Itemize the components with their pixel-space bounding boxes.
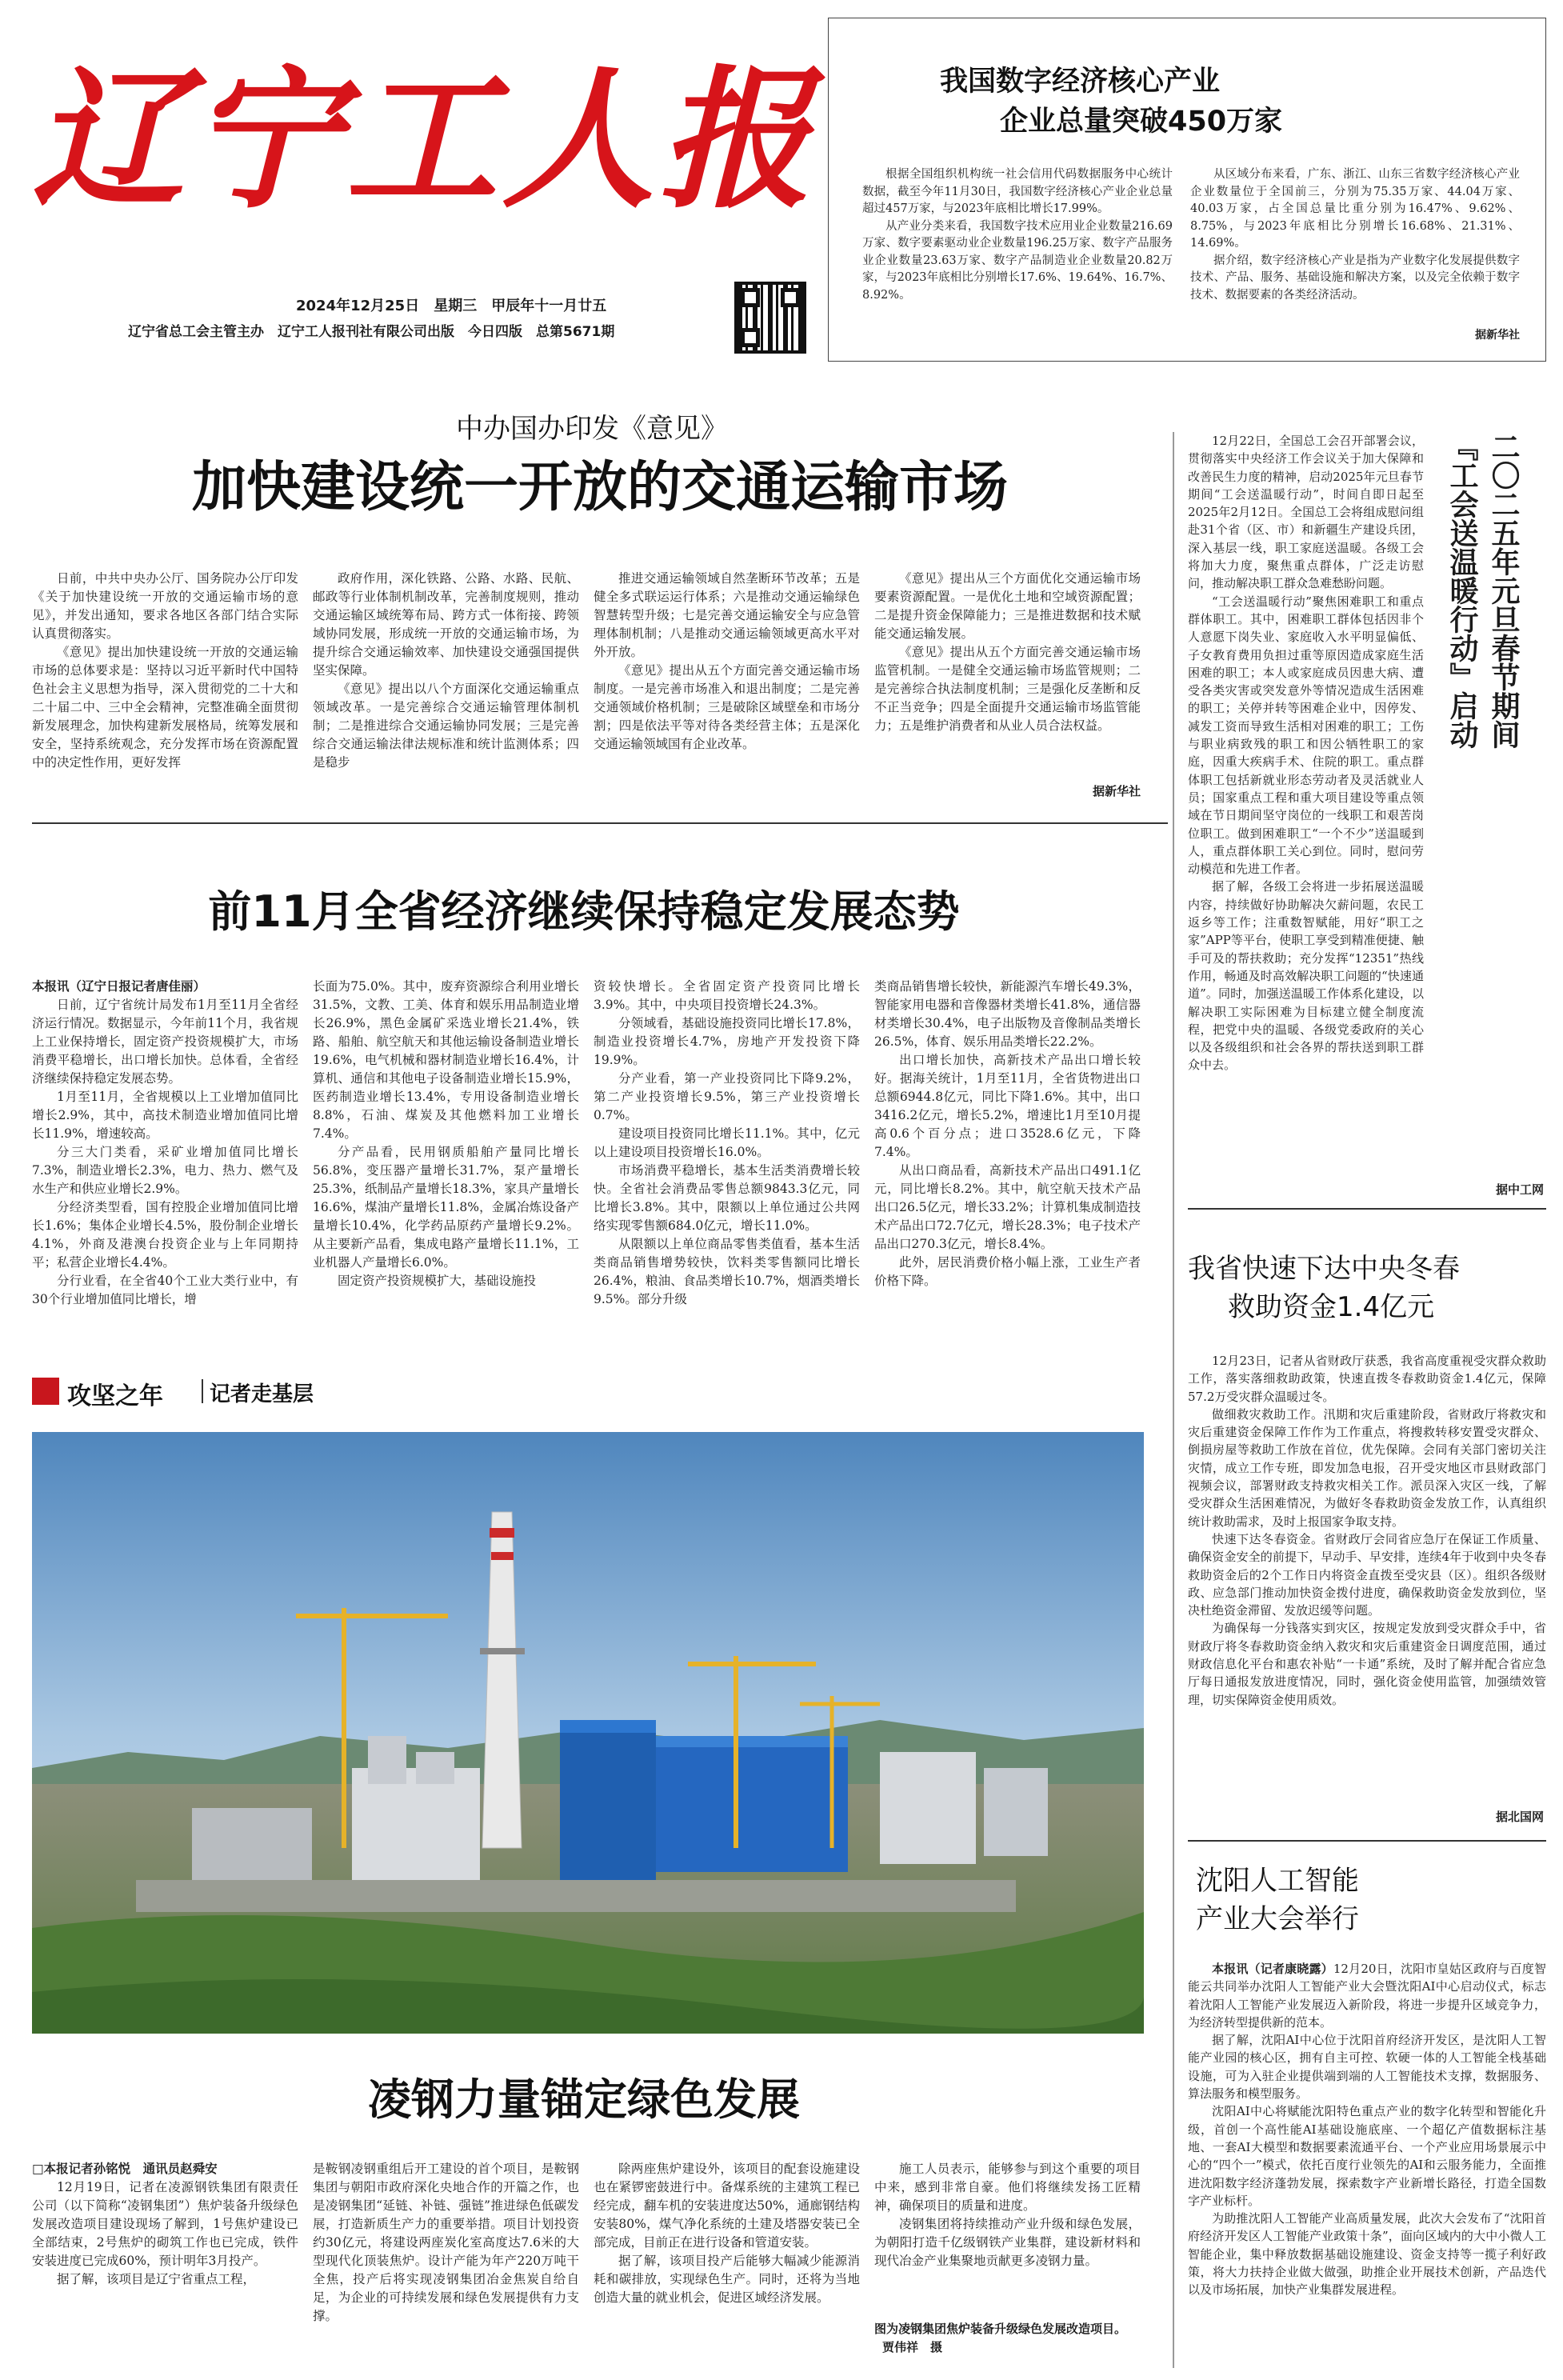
photo-caption: 图为凌钢集团焦炉装备升级绿色发展改造项目。贾伟祥 摄 bbox=[874, 2322, 1127, 2354]
column-divider bbox=[1173, 432, 1174, 2368]
relief-title-2: 救助资金1.4亿元 bbox=[1228, 1291, 1435, 1323]
economy-col-3: 资较快增长。全省固定资产投资同比增长3.9%。其中，中央项目投资增长24.3%。 分领域看，基础设施投资同比增长17.8%，制造业投资增长4.7%，房地产开发投资下降19.9%。 分产业看，第一产业投资同比下降9.2%，第二产业投资增长9.5%，第三产业投资增长0.7%。 建设项目投资同比增长11.1%。其中，亿元以上建设项目投资增长16.0%。 市场消费平稳增长，基本生活类消费增长较快。全省社会消费品零售总额9843.3亿元，同比增长3.8%。其中，限额以上单位通过公共网络实现零售额684.0亿元，增长11.0%。 从限额以上单位商品零售类值看，基本生活类商品销售增势较快，饮料类零售额同比增长26.4%，粮油、食品类增长10.7%，烟酒类增长9.5%。部分升级 bbox=[594, 979, 860, 1306]
top-news-col-2: 从区域分布来看，广东、浙江、山东三省数字经济核心产业企业数量位于全国前三，分别为75.35万家、44.04万家、40.03万家，占全国总量比重分别为16.47%、9.62%、8.75%，与2023年底相比分别增长16.68%、21.31%、14.69%。 据介绍，数字经济核心产业是指为产业数字化发展提供数字技术、产品、服务、基础设施和解决方案，以及完全依赖于数字技术、数据要素的各类经济活动。 bbox=[1190, 168, 1520, 302]
relief-source: 据北国网 bbox=[1495, 1810, 1544, 1824]
divider bbox=[32, 822, 1168, 824]
top-news-col-1: 根据全国组织机构统一社会信用代码数据服务中心统计数据，截至今年11月30日，我国数字经济核心产业企业总量超过457万家，与2023年底相比增长17.99%。 从产业分类来看，我国数字技术应用业企业数量216.69万家、数字要素驱动业企业数量196.25万家、数字产品服务业企业数量23.63万家、数字产品制造业企业数量20.82万家，与2023年底相比分别增长17.6%、19.64%、16.7%、8.92%。 bbox=[862, 168, 1173, 302]
transport-col-2: 政府作用，深化铁路、公路、水路、民航、邮政等行业体制机制改革，完善制度规则，推动交通运输区域统筹布局、跨方式一体衔接、跨领域协同发展，形成统一开放的交通运输市场，为提升综合交通运输效率、加快建设交通强国提供坚实保障。 《意见》提出以八个方面深化交通运输重点领域改革。一是完善综合交通运输管理体制机制；二是推进综合交通运输协同发展；三是完善综合交通运输法律法规标准和统计监测体系；四是稳步 bbox=[313, 571, 579, 770]
transport-kicker: 中办国办印发《意见》 bbox=[456, 413, 728, 445]
relief-title-1: 我省快速下达中央冬春 bbox=[1188, 1253, 1460, 1285]
lingang-photo bbox=[32, 1432, 1144, 2034]
relief-body: 12月23日，记者从省财政厅获悉，我省高度重视受灾群众救助工作，落实落细救助政策，快速直拨冬春救助资金1.4亿元，保障57.2万受灾群众温暖过冬。 做细救灾救助工作。汛期和灾后重建阶段，省财政厅将救灾和灾后重建资金保障工作作为工作重点，将搜救转移安置受灾群众、倒损房屋等救助工作放在首位，优先保障。会同有关部门密切关注灾情，成立工作专班，即发加急电报，召开受灾地区市县财政部门视频会议，部署财政支持救灾相关工作。派员深入灾区一线，了解受灾群众生活困难情况，为做好冬春救助资金发放工作，认真组织统计救助需求，及时上报国家争取支持。 快速下达冬春资金。省财政厅会同省应急厅在保证工作质量、确保资金安全的前提下，早动手、早安排，连续4年于收到中央冬春救助资金后的2个工作日内将资金直拨至受灾县（区）。组织各级财政、应急部门推动加快资金拨付进度，确保救助资金发放到位，坚决杜绝资金滞留、发放迟缓等问题。 为确保每一分钱落实到灾区，按规定发放到受灾群众手中，省财政厅将冬春救助资金纳入救灾和灾后重建资金日调度范围，通过财政信息化平台和惠农补贴“一卡通”系统，及时了解并配合省应急厅每日通报发放进度情况，同时，强化资金使用监管，加强绩效管理，切实保障资金使用质效。 bbox=[1188, 1354, 1546, 1707]
date-line: 2024年12月25日 星期三 甲辰年十一月廿五 bbox=[296, 298, 607, 314]
economy-col-2: 长面为75.0%。其中，废弃资源综合利用业增长31.5%，文教、工美、体育和娱乐用品制造业增长26.9%，黑色金属矿采选业增长21.4%，铁路、船舶、航空航天和其他运输设备制造业增长19.6%，电气机械和器材制造业增长16.4%，计算机、通信和其他电子设备制造业增长15.9%，医药制造业增长13.4%，专用设备制造业增长8.8%，石油、煤炭及其他燃料加工业增长7.4%。 分产品看，民用钢质船舶产量同比增长56.8%，变压器产量增长31.7%，泵产量增长25.3%，纸制品产量增长18.3%，家具产量增长16.6%，煤油产量增长11.8%，金属冶炼设备产量增长10.4%，化学药品原药产量增长9.2%。从主要新产品看，集成电路产量增长11.1%，工业机器人产量增长6.0%。 固定资产投资规模扩大，基础设施投 bbox=[313, 979, 579, 1288]
ai-title-1: 沈阳人工智能 bbox=[1196, 1865, 1359, 1897]
transport-source: 据新华社 bbox=[1092, 784, 1141, 798]
transport-title: 加快建设统一开放的交通运输市场 bbox=[191, 456, 1008, 519]
economy-col-1: 本报讯（辽宁日报记者唐佳丽） 日前，辽宁省统计局发布1月至11月全省经济运行情况。数据显示，今年前11个月，我省规上工业保持增长，固定资产投资规模扩大，市场消费平稳增长，出口增长加快。总体看，全省经济继续保持稳定发展态势。 1月至11月，全省规模以上工业增加值同比增长2.9%，其中，高技术制造业增加值同比增长11.9%，增速较高。 分三大门类看，采矿业增加值同比增长7.3%，制造业增长2.3%，电力、热力、燃气及水生产和供应业增长2.9%。 分经济类型看，国有控股企业增加值同比增长1.6%；集体企业增长4.5%，股份制企业增长4.1%，外商及港澳台投资企业与上年同期持平；私营企业增长4.4%。 分行业看，在全省40个工业大类行业中，有30个行业增加值同比增长，增 bbox=[32, 979, 298, 1306]
publisher-line: 辽宁省总工会主管主办 辽宁工人报刊社有限公司出版 今日四版 总第5671期 bbox=[128, 324, 615, 340]
section-label-2: 记者走基层 bbox=[210, 1382, 314, 1406]
ai-title-2: 产业大会举行 bbox=[1196, 1903, 1359, 1935]
transport-col-4: 《意见》提出从三个方面优化交通运输市场要素资源配置。一是优化土地和空域资源配置；二是提升资金保障能力；三是推进数据和技术赋能交通运输发展。 《意见》提出从五个方面完善交通运输市场监管机制。一是健全交通运输市场监管规则；二是完善综合执法制度机制；三是强化反垄断和反不正当竞争；四是全面提升交通运输市场监管能力；五是维护消费者和从业人员合法权益。 bbox=[874, 571, 1141, 733]
economy-col-4: 类商品销售增长较快，新能源汽车增长49.3%，智能家用电器和音像器材类增长41.8%，通信器材类增长30.4%，电子出版物及音像制品类增长26.5%，体育、娱乐用品类增长22.2%。 出口增长加快，高新技术产品出口增长较好。据海关统计，1月至11月，全省货物进出口总额6944.8亿元，同比下降1.6%。其中，出口3416.2亿元，增长5.2%，增速比1月至10月提高0.6个百分点；进口3528.6亿元，下降7.4%。 从出口商品看，高新技术产品出口491.1亿元，同比增长8.2%。其中，航空航天技术产品出口26.5亿元，增长33.2%；计算机集成制造技术产品出口72.7亿元，增长28.3%；电子技术产品出口270.3亿元，增长8.4%。 此外，居民消费价格小幅上涨，工业生产者价格下降。 bbox=[874, 979, 1141, 1288]
warmth-title: 二〇二五年元旦春节期间 『工会送温暖行动』启动 bbox=[1445, 432, 1520, 749]
transport-col-3: 推进交通运输领域自然垄断环节改革；五是健全多式联运运行体系；六是推动交通运输绿色智慧转型升级；七是完善交通运输安全与应急管理体制机制；八是推动交通运输领域更高水平对外开放。 《意见》提出从五个方面完善交通运输市场制度。一是完善市场准入和退出制度；二是完善交通领域价格机制；三是破除区域壁垒和市场分割；四是依法平等对待各类经营主体；五是深化交通运输领域国有企业改革。 bbox=[594, 571, 860, 751]
divider-right-2 bbox=[1188, 1840, 1546, 1842]
qr-code bbox=[734, 282, 806, 354]
masthead-title: 辽宁工人报 bbox=[32, 50, 817, 229]
masthead bbox=[32, 48, 824, 360]
warmth-source: 据中工网 bbox=[1495, 1182, 1544, 1197]
transport-col-1: 日前，中共中央办公厅、国务院办公厅印发《关于加快建设统一开放的交通运输市场的意见》，并发出通知，要求各地区各部门结合实际认真贯彻落实。 《意见》提出加快建设统一开放的交通运输市场的总体要求是：坚持以习近平新时代中国特色社会主义思想为指导，深入贯彻党的二十大和二十届二中、三中全会精神，完整准确全面贯彻新发展理念，加快构建新发展格局，统筹发展和安全，坚持系统观念，充分发挥市场在资源配置中的决定性作用，更好发挥 bbox=[32, 571, 298, 770]
lingang-col-3: 除两座焦炉建设外，该项目的配套设施建设也在紧锣密鼓进行中。备煤系统的主建筑工程已经完成，翻车机的安装进度达50%，通廊钢结构安装80%，煤气净化系统的土建及塔器安装已全部完成，目前正在进行设备和管道安装。 据了解，该项目投产后能够大幅减少能源消耗和碳排放，实现绿色生产。同时，还将为当地创造大量的就业机会，促进区域经济发展。 bbox=[594, 2162, 860, 2305]
divider-right-1 bbox=[1188, 1208, 1546, 1210]
top-news-title-2: 企业总量突破450万家 bbox=[1000, 106, 1283, 138]
warmth-body: 12月22日，全国总工会召开部署会议，贯彻落实中央经济工作会议关于加大保障和改善民生力度的精神，启动2025年元旦春节期间“工会送温暖行动”，时间自即日起至2025年2月12日。全国总工会将组成慰问组赴31个省（区、市）和新疆生产建设兵团，深入基层一线，职工家庭送温暖。各级工会将加大力度，聚焦重点群体，广泛走访慰问，推动解决职工群众急难愁盼问题。 “工会送温暖行动”聚焦困难职工和重点群体职工。其中，困难职工群体包括因非个人意愿下岗失业、家庭收入水平明显偏低、子女教育费用负担过重等原因造成家庭生活困难的职工；本人或家庭成员因患大病、遭受各类灾害或突发意外等情况造成生活困难的职工；关停并转等困难企业中，因停发、减发工资而导致生活相对困难的职工；工伤与职业病致残的职工和因公牺牲职工的家庭，因重大疾病手术、住院的职工。重点群体职工包括新就业形态劳动者及灵活就业人员；国家重点工程和重大项目建设等重点领域在节日期间坚守岗位的一线职工和艰苦岗位职工。做到困难职工“一个不少”送温暖到人，重点群体职工关心到位。同时，慰问劳动模范和先进工作者。 据了解，各级工会将进一步拓展送温暖内容，持续做好协助解决欠薪问题，农民工返乡等工作；注重数智赋能，用好“职工之家”APP等平台，使职工享受到精准便捷、触手可及的帮扶救助；充分发挥“12351”热线作用，畅通及时高效解决职工问题的“快速通道”。同时，加强送温暖工作体系化建设，以解决职工实际困难为目标建立健全制度流程，把党中央的温暖、各级党委政府的关心以及各级组织和社会各界的帮扶送到职工群众中去。 bbox=[1188, 434, 1424, 1073]
lingang-col-4: 施工人员表示，能够参与到这个重要的项目中来，感到非常自豪。他们将继续发扬工匠精神，确保项目的质量和进度。 凌钢集团将持续推动产业升级和绿色发展，为朝阳打造千亿级钢铁产业集群，建设新材料和现代冶金产业集聚地贡献更多凌钢力量。 bbox=[874, 2162, 1141, 2268]
top-news-title-1: 我国数字经济核心产业 bbox=[940, 66, 1221, 98]
ai-byline: 本报讯（记者康晓露） bbox=[1212, 1962, 1333, 1976]
section-bar bbox=[32, 1374, 368, 1410]
top-news-source: 据新华社 bbox=[1475, 329, 1520, 342]
flag-icon bbox=[32, 1378, 59, 1405]
economy-byline: 本报讯（辽宁日报记者唐佳丽） bbox=[32, 979, 206, 994]
lingang-title: 凌钢力量锚定绿色发展 bbox=[368, 2074, 800, 2125]
ai-body: 本报讯（记者康晓露）12月20日，沈阳市皇姑区政府与百度智能云共同举办沈阳人工智能产业大会暨沈阳AI中心启动仪式，标志着沈阳人工智能产业发展迈入新阶段，将进一步提升区域竞争力，为经济转型提供新的范本。 据了解，沈阳AI中心位于沈阳首府经济开发区，是沈阳人工智能产业园的核心区，拥有自主可控、软硬一体的人工智能全栈基础设施，可为入驻企业提供端到端的人工智能技术支撑，数据服务、算法服务和模型服务。 沈阳AI中心将赋能沈阳特色重点产业的数字化转型和智能化升级，首创一个高性能AI基础设施底座、一个超亿产值数据标注基地、一套AI大模型和数据要素流通平台、一个产业应用场景展示中心的“四个一”模式，依托百度行业领先的AI和云服务能力，全面推进沈阳数字经济蓬勃发展，探索数字产业新增长路径，打造全国数字产业标杆。 为助推沈阳人工智能产业高质量发展，此次大会发布了“沈阳首府经济开发区人工智能产业政策十条”，面向区域内的大中小微人工智能企业，集中释放数据基础设施建设、资金支持等一揽子利好政策，将大力扶持企业做大做强，助推企业开展技术创新，产品迭代以及市场拓展，加快产业集群发展进程。 bbox=[1188, 1962, 1546, 2298]
economy-title: 前11月全省经济继续保持稳定发展态势 bbox=[208, 886, 960, 937]
factory-illustration bbox=[32, 1432, 1144, 2034]
lingang-col-2: 是鞍钢凌钢重组后开工建设的首个项目，是鞍钢集团与朝阳市政府深化央地合作的开篇之作，也是凌钢集团“延链、补链、强链”推进绿色低碳发展，打造新质生产力的重要举措。项目计划投资约30亿元，将建设两座炭化室高度达7.6米的大型现代化顶装焦炉。设计产能为年产220万吨干全焦，投产后将实现凌钢集团冶金焦炭自给自足，为企业的可持续发展和绿色发展提供有力支撑。 bbox=[313, 2162, 579, 2323]
lingang-col-1: □本报记者孙铭悦 通讯员赵舜安 12月19日，记者在凌源钢铁集团有限责任公司（以下简称“凌钢集团”）焦炉装备升级绿色发展改造项目建设现场了解到，1号焦炉建设已全部结束，2号焦炉的砌筑工作也已完成，铁件安装进度已完成60%，预计明年3月投产。 据了解，该项目是辽宁省重点工程， bbox=[32, 2162, 298, 2286]
lingang-byline: □本报记者孙铭悦 通讯员赵舜安 bbox=[32, 2162, 218, 2176]
section-label-1: 攻坚之年 bbox=[67, 1382, 163, 1410]
